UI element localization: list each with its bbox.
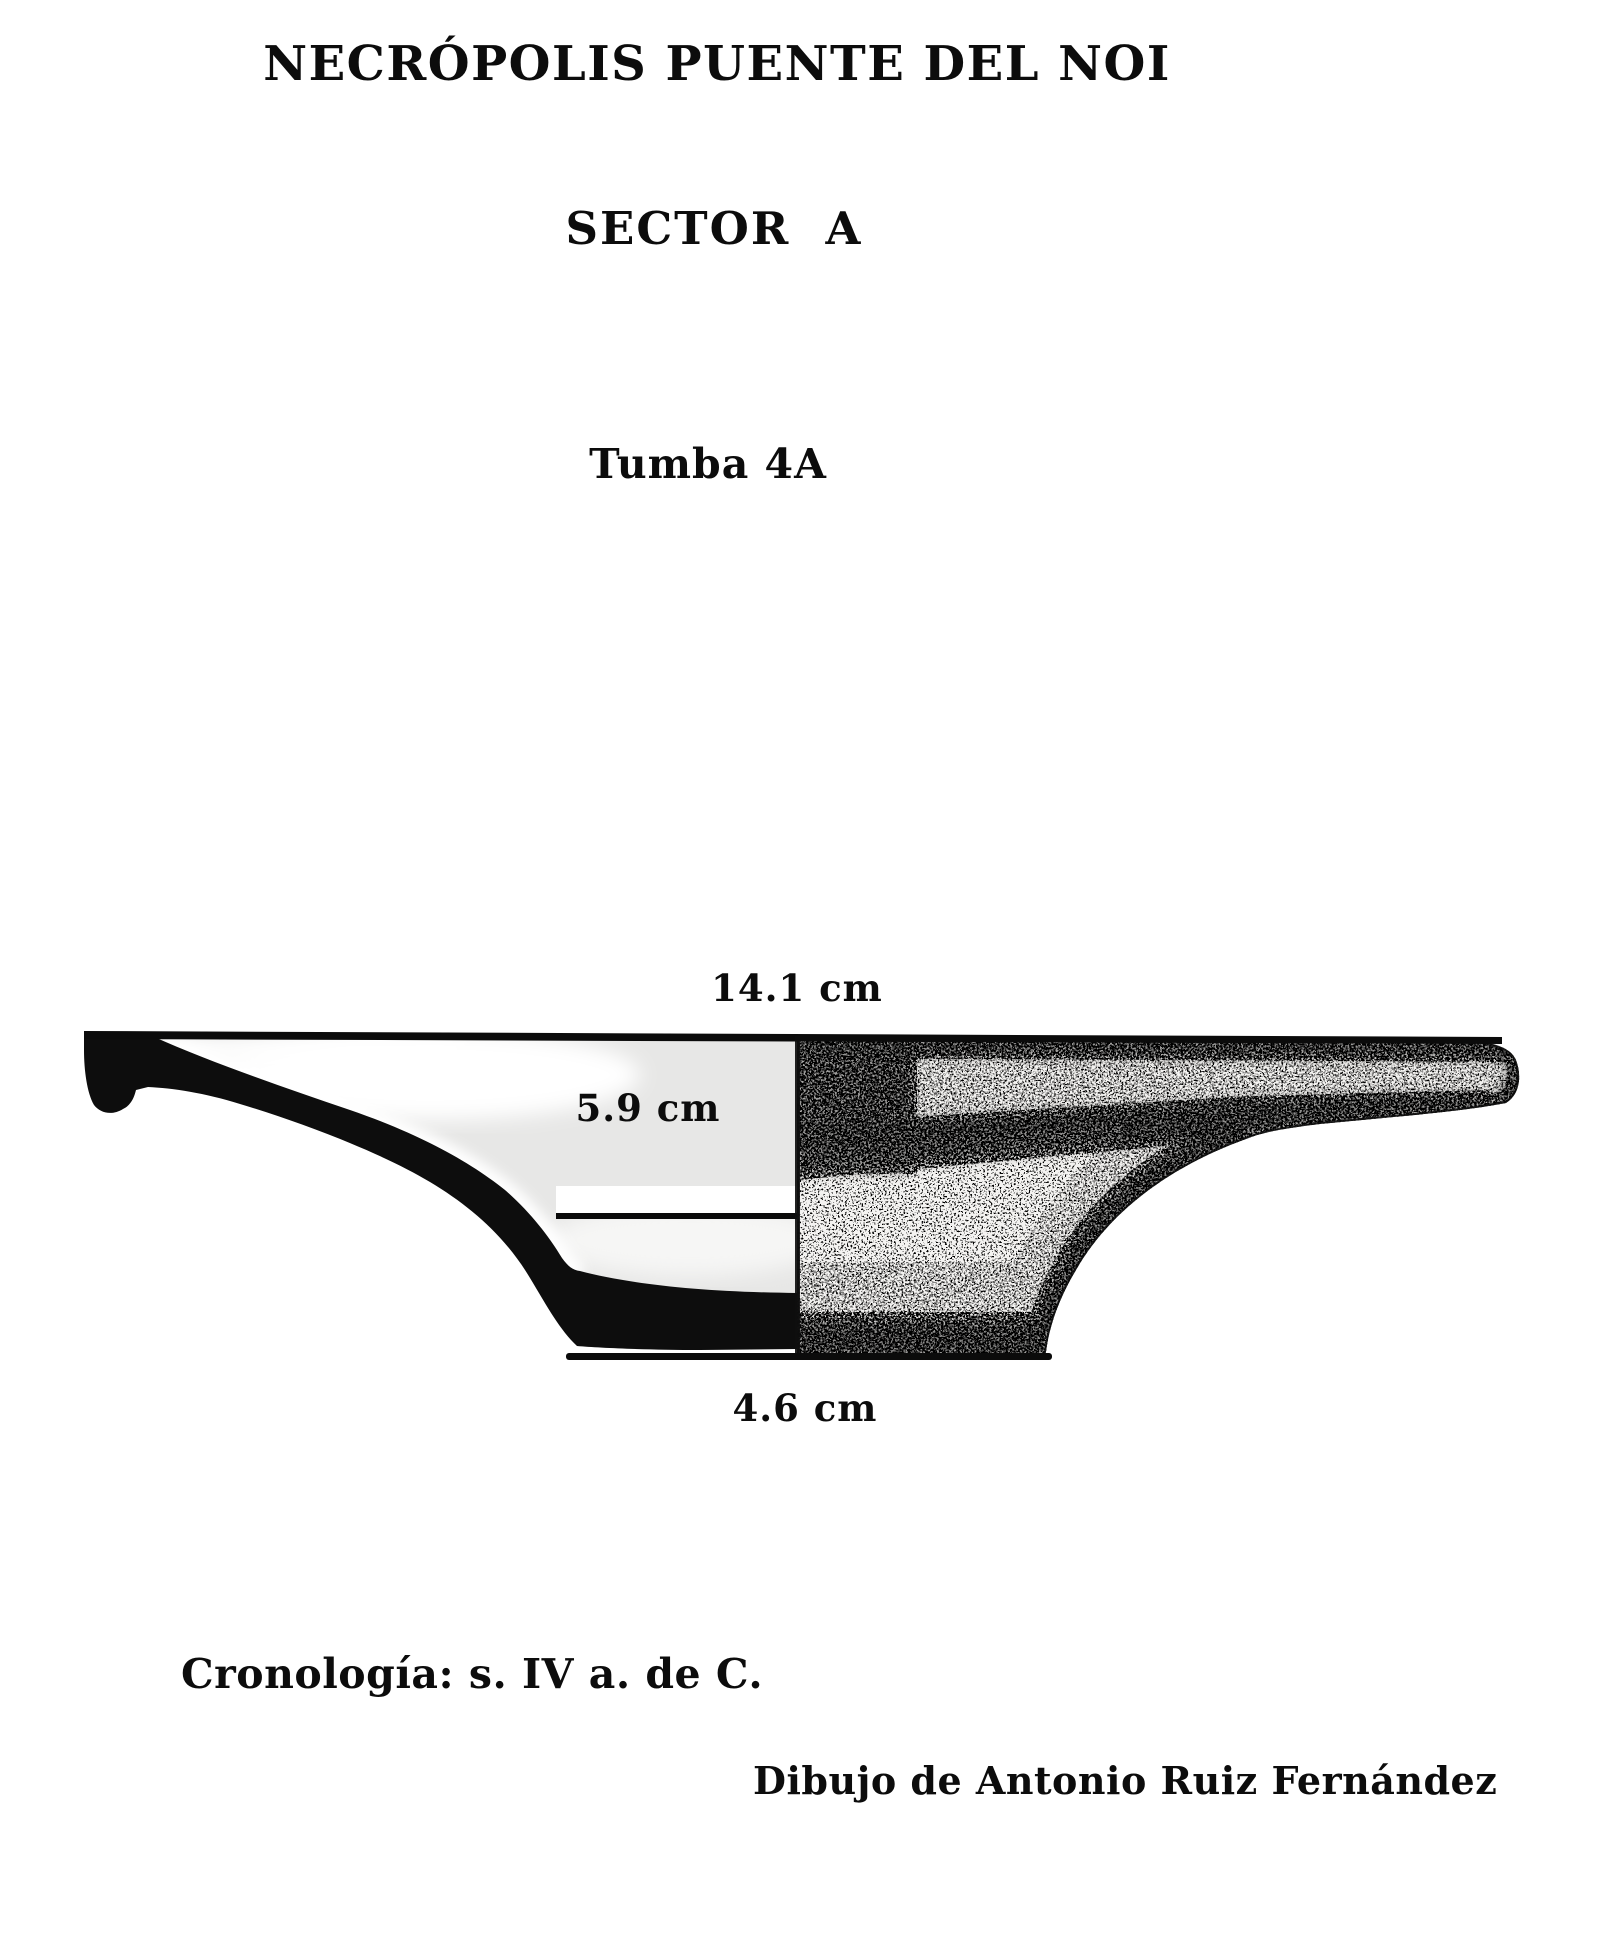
credit-label: Dibujo de Antonio Ruiz Fernández: [753, 1758, 1498, 1803]
inner-height-measure-line: [556, 1213, 797, 1219]
center-axis-line: [795, 1036, 800, 1357]
measure-line-whitespace: [556, 1186, 797, 1213]
inner-height-label: 5.9 cm: [575, 1086, 721, 1130]
base-line: [566, 1353, 1052, 1360]
tomb-label: Tumba 4A: [589, 440, 827, 488]
page-title: NECRÓPOLIS PUENTE DEL NOI: [263, 36, 1171, 92]
chronology-label: Cronología: s. IV a. de C.: [181, 1650, 764, 1698]
section-interior-wash: [150, 1030, 830, 1294]
sector-label: SECTOR A: [565, 202, 863, 255]
exterior-half: [797, 1034, 1522, 1358]
rim-width-label: 14.1 cm: [711, 966, 883, 1010]
section-half: [84, 1030, 830, 1350]
base-width-label: 4.6 cm: [732, 1386, 878, 1430]
